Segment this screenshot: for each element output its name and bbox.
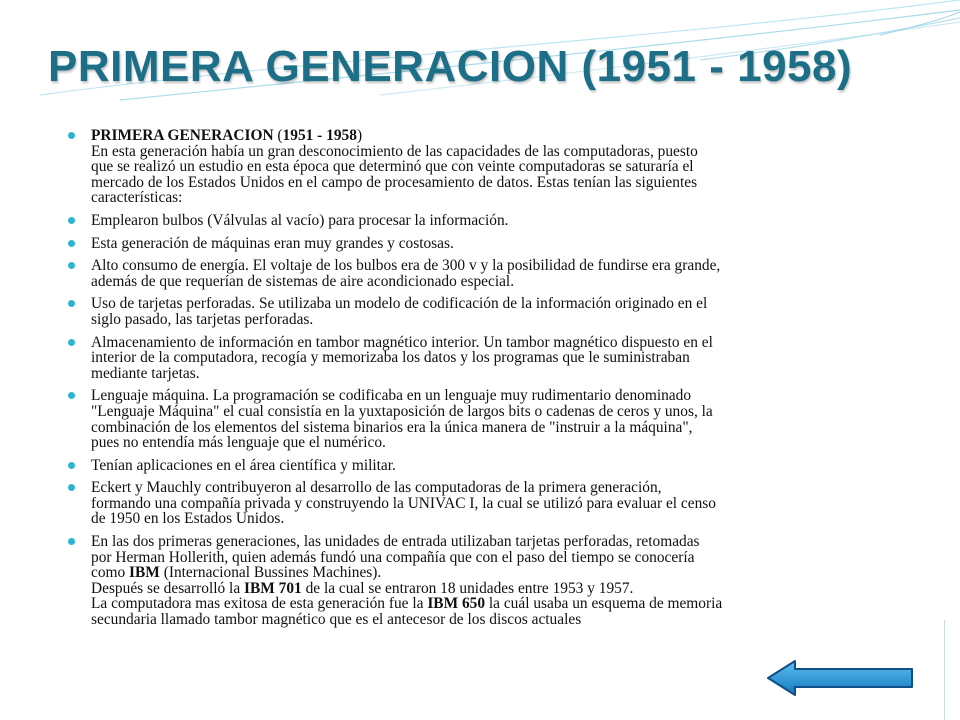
text-run: (Internacional Bussines Machines). bbox=[159, 564, 382, 582]
text-run: la cuál usaba un esquema de memoria bbox=[485, 595, 723, 613]
text-run: características: bbox=[91, 189, 183, 207]
list-item bbox=[68, 213, 918, 229]
back-arrow-icon bbox=[768, 661, 912, 695]
text-run: Eckert y Mauchly contribuyeron al desarrollo de las computadoras de la primera generación, bbox=[91, 479, 662, 497]
bullet-icon bbox=[68, 300, 75, 307]
text-run: "Lenguaje Máquina" el cual consistía en la yuxtaposición de largos bits o cadenas de ceros y unos, la bbox=[91, 402, 713, 420]
text-run: ) bbox=[356, 127, 363, 144]
bullet-icon bbox=[68, 262, 75, 269]
text-run: Uso de tarjetas perforadas. Se utilizaba un modelo de codificación de la información originado en el bbox=[91, 295, 708, 313]
text-run: Después se desarrolló la bbox=[91, 579, 245, 597]
bullet-icon bbox=[68, 484, 75, 491]
back-arrow-button[interactable] bbox=[765, 658, 917, 698]
text-run: de 1950 en los Estados Unidos. bbox=[91, 510, 285, 528]
text-line bbox=[91, 480, 918, 496]
content-bullet-list bbox=[68, 128, 918, 635]
text-line bbox=[91, 581, 918, 597]
text-line bbox=[91, 258, 918, 274]
list-item bbox=[68, 128, 918, 206]
text-line bbox=[91, 274, 918, 290]
text-line bbox=[91, 596, 918, 612]
text-line bbox=[91, 236, 918, 252]
text-run: Almacenamiento de información en tambor magnético interior. Un tambor magnético dispuesto en el bbox=[91, 333, 713, 351]
text-run: mercado de los Estados Unidos en el campo de procesamiento de datos. Estas tenían las siguientes bbox=[91, 173, 698, 191]
text-run: por Herman Hollerith, quien además fundó una compañía que con el paso del tiempo se conocería bbox=[91, 548, 695, 566]
list-item bbox=[68, 458, 918, 474]
text-run: además de que requerían de sistemas de aire acondicionado especial. bbox=[91, 272, 515, 290]
text-line bbox=[91, 213, 918, 229]
text-line bbox=[91, 550, 918, 566]
page-title: PRIMERA GENERACION (1951 - 1958) bbox=[48, 42, 853, 91]
text-line bbox=[91, 404, 918, 420]
text-run: En esta generación había un gran desconocimiento de las capacidades de las computadoras, puesto bbox=[91, 142, 698, 160]
text-line bbox=[91, 159, 918, 175]
list-item bbox=[68, 388, 918, 450]
bold-text: PRIMERA GENERACION bbox=[91, 127, 274, 144]
bullet-icon bbox=[68, 217, 75, 224]
text-run: Esta generación de máquinas eran muy grandes y costosas. bbox=[91, 234, 454, 252]
bold-text: IBM 701 bbox=[244, 579, 302, 597]
list-item bbox=[68, 296, 918, 327]
bullet-icon bbox=[68, 339, 75, 346]
text-run: Alto consumo de energía. El voltaje de los bulbos era de 300 v y la posibilidad de fundirse era grande, bbox=[91, 257, 721, 275]
text-run: que se realizó un estudio en esta época que determinó que con veinte computadoras se saturaría el bbox=[91, 158, 694, 176]
bullet-icon bbox=[68, 392, 75, 399]
text-line bbox=[91, 534, 918, 550]
text-run: siglo pasado, las tarjetas perforadas. bbox=[91, 310, 314, 328]
text-line bbox=[91, 335, 918, 351]
text-line bbox=[91, 565, 918, 581]
text-line bbox=[91, 458, 918, 474]
text-line bbox=[91, 144, 918, 160]
bold-text: IBM bbox=[129, 564, 160, 582]
bullet-icon bbox=[68, 538, 75, 545]
text-line bbox=[91, 175, 918, 191]
bullet-icon bbox=[68, 240, 75, 247]
text-run: pues no entendía más lenguaje que el numérico. bbox=[91, 434, 386, 452]
text-run: formando una compañía privada y construyendo la UNIVAC I, la cual se utilizó para evaluar el censo bbox=[91, 494, 716, 512]
text-line bbox=[91, 435, 918, 451]
text-run: Tenían aplicaciones en el área científica y militar. bbox=[91, 456, 396, 474]
text-run: secundaria llamado tambor magnético que es el antecesor de los discos actuales bbox=[91, 611, 582, 629]
text-line bbox=[91, 420, 918, 436]
list-item bbox=[68, 258, 918, 289]
text-line bbox=[91, 496, 918, 512]
text-run: ( bbox=[273, 127, 283, 144]
text-line bbox=[91, 366, 918, 382]
list-item bbox=[68, 335, 918, 382]
list-item bbox=[68, 236, 918, 252]
text-line bbox=[91, 128, 918, 144]
list-item bbox=[68, 480, 918, 527]
text-run: de la cual se entraron 18 unidades entre 1953 y 1957. bbox=[301, 579, 634, 597]
text-run: Lenguaje máquina. La programación se codificaba en un lenguaje muy rudimentario denominado bbox=[91, 387, 692, 405]
text-run: combinación de los elementos del sistema binarios era la única manera de "instruir a la máquina", bbox=[91, 418, 693, 436]
list-item bbox=[68, 534, 918, 628]
text-run: Emplearon bulbos (Válvulas al vacío) para procesar la información. bbox=[91, 211, 509, 229]
bullet-icon bbox=[68, 132, 75, 139]
text-run: La computadora mas exitosa de esta generación fue la bbox=[91, 595, 428, 613]
text-run: En las dos primeras generaciones, las unidades de entrada utilizaban tarjetas perforadas, retomadas bbox=[91, 533, 700, 551]
text-run: mediante tarjetas. bbox=[91, 364, 200, 382]
bold-text: IBM 650 bbox=[427, 595, 486, 613]
text-line bbox=[91, 511, 918, 527]
text-line bbox=[91, 312, 918, 328]
bold-text: 1951 - 1958 bbox=[282, 127, 357, 144]
divider bbox=[944, 620, 945, 720]
text-line bbox=[91, 612, 918, 628]
text-line bbox=[91, 388, 918, 404]
text-line bbox=[91, 190, 918, 206]
text-run: interior de la computadora, recogía y memorizaba los datos y los programas que le suministraban bbox=[91, 349, 690, 367]
text-line bbox=[91, 350, 918, 366]
text-line bbox=[91, 296, 918, 312]
bullet-icon bbox=[68, 462, 75, 469]
text-run: como bbox=[91, 564, 130, 582]
